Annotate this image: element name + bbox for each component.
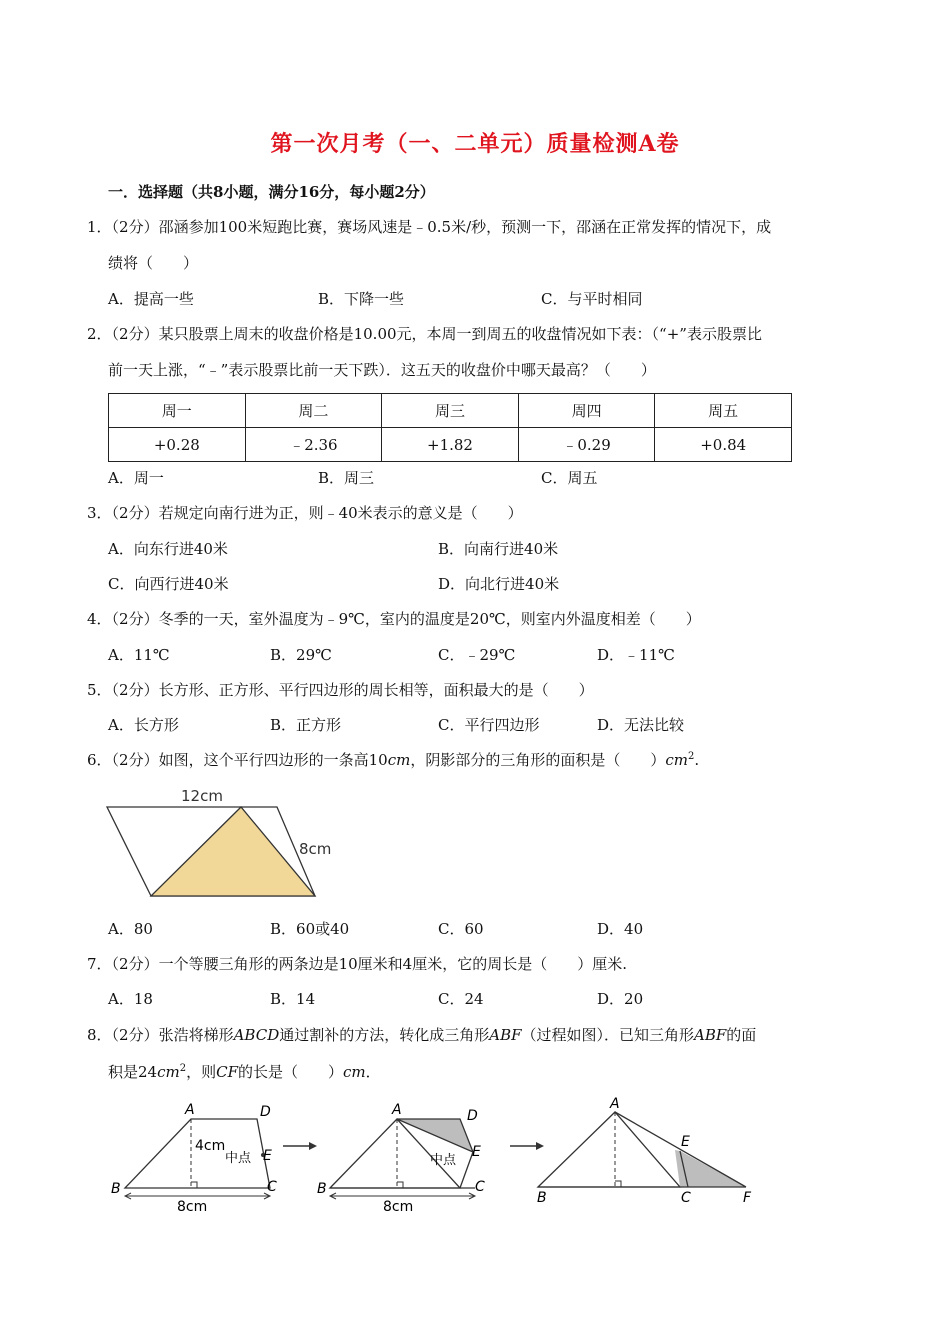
q7-option-c: C．24	[438, 990, 484, 1008]
q4-option-c: C．﹣29℃	[438, 646, 516, 664]
side-length-label: 8cm	[299, 840, 332, 858]
q8-text-h: ．	[365, 1063, 381, 1081]
q1-text-cont: 绩将（ ）	[108, 254, 199, 272]
q8-text-c: （过程如图）．已知三角形	[521, 1026, 695, 1044]
q8-text-e: 积是24	[108, 1063, 158, 1081]
table-row	[109, 428, 792, 462]
q6-option-a: A．80	[108, 920, 153, 938]
label-f-3: F	[743, 1190, 752, 1206]
parallelogram-figure	[105, 784, 345, 904]
q2-text: 2．（2分）某只股票上周末的收盘价格是10.00元，本周一到周五的收盘情况如下表：（“+”表示股票比	[87, 325, 762, 343]
label-b-3: B	[537, 1190, 547, 1206]
table-cell: +0.28	[109, 428, 246, 462]
q8-triangle-name-2: ABF	[694, 1026, 727, 1044]
q3-option-a: A．向东行进40米	[108, 540, 228, 558]
triangle-abf-figure	[537, 1096, 752, 1206]
q2-text-cont: 前一天上涨，“﹣”表示股票比前一天下跌）．这五天的收盘价中哪天最高？（ ）	[108, 361, 656, 379]
page-title: 第一次月考（一、二单元）质量检测A卷	[270, 131, 680, 157]
table-cell: ﹣0.29	[518, 428, 655, 462]
table-header-cell: 周二	[245, 394, 382, 428]
q1-text: 1．（2分）邵涵参加100米短跑比赛，赛场风速是﹣0.5米/秒，预测一下，邵涵在正常发挥的情况下，成	[87, 218, 772, 236]
trapezoid-figure	[111, 1102, 277, 1215]
q5-option-c: C．平行四边形	[438, 716, 540, 734]
q1-option-b: B．下降一些	[318, 290, 405, 308]
label-c: C	[267, 1179, 277, 1195]
q6-sup: 2	[687, 751, 695, 762]
q8-unit: cm	[157, 1063, 180, 1081]
q8-text	[87, 1025, 756, 1045]
label-b: B	[111, 1181, 121, 1197]
q7-option-d: D．20	[597, 990, 644, 1008]
height-label: 4cm	[195, 1138, 226, 1154]
q1-option-a: A．提高一些	[108, 290, 194, 308]
transform-arrow-2	[510, 1142, 544, 1150]
q6-option-c: C．60	[438, 920, 484, 938]
cut-figure	[317, 1102, 485, 1215]
q6-option-b: B．60或40	[270, 920, 350, 938]
q4-option-b: B．29℃	[270, 646, 332, 664]
base-label: 8cm	[177, 1199, 208, 1215]
q8-text-f: ，则	[186, 1063, 217, 1081]
top-length-label: 12cm	[181, 787, 223, 805]
q7-text: 7．（2分）一个等腰三角形的两条边是10厘米和4厘米，它的周长是（ ）厘米.	[87, 955, 627, 973]
q3-option-d: D．向北行进40米	[438, 575, 560, 593]
q6-text-b: ，阴影部分的三角形的面积是（ ）	[410, 751, 666, 769]
base-label-2: 8cm	[383, 1199, 414, 1215]
midpoint-label: 中点	[225, 1151, 252, 1166]
q3-option-c: C．向西行进40米	[108, 575, 229, 593]
transform-arrow-1	[283, 1142, 317, 1150]
table-cell: ﹣2.36	[245, 428, 382, 462]
table-header-cell: 周五	[655, 394, 792, 428]
q6-option-d: D．40	[597, 920, 644, 938]
label-d-2: D	[467, 1108, 478, 1124]
q6-text-a: 6．（2分）如图，这个平行四边形的一条高10	[87, 751, 388, 769]
label-c-3: C	[681, 1190, 691, 1206]
q8-text-b: 通过割补的方法，转化成三角形	[279, 1026, 490, 1044]
q4-option-d: D．﹣11℃	[597, 646, 675, 664]
q4-text: 4．（2分）冬季的一天，室外温度为﹣9℃，室内的温度是20℃，则室内外温度相差（ ）	[87, 610, 701, 628]
table-header-row	[109, 394, 792, 428]
label-a-2: A	[392, 1102, 402, 1118]
q3-text: 3．（2分）若规定向南行进为正，则﹣40米表示的意义是（ ）	[87, 504, 523, 522]
q8-trapezoid-name: ABCD	[233, 1026, 280, 1044]
label-e: E	[263, 1148, 272, 1164]
q6-unit-answer: cm	[665, 751, 688, 769]
q8-segment-cf: CF	[216, 1063, 238, 1081]
q8-text-d: 的面	[726, 1026, 757, 1044]
q1-option-c: C．与平时相同	[541, 290, 643, 308]
q8-text-cont	[108, 1062, 381, 1082]
label-b-2: B	[317, 1181, 327, 1197]
q8-triangle-name: ABF	[489, 1026, 522, 1044]
q6-unit: cm	[387, 751, 411, 769]
q2-option-b: B．周三	[318, 469, 375, 487]
q2-option-c: C．周五	[541, 469, 598, 487]
q2-option-a: A．周一	[108, 469, 164, 487]
q6-text	[87, 750, 699, 770]
section-heading: 一．选择题（共8小题，满分16分，每小题2分）	[108, 183, 435, 201]
q8-text-g: 的长是（ ）	[238, 1063, 344, 1081]
q3-option-b: B．向南行进40米	[438, 540, 559, 558]
q8-text-a: 8．（2分）张浩将梯形	[87, 1026, 234, 1044]
label-a-3: A	[610, 1096, 620, 1112]
q8-unit-answer: cm	[343, 1063, 366, 1081]
q7-option-b: B．14	[270, 990, 316, 1008]
q5-text: 5．（2分）长方形、正方形、平行四边形的周长相等，面积最大的是（ ）	[87, 681, 594, 699]
table-cell: +0.84	[655, 428, 792, 462]
table-header-cell: 周三	[382, 394, 519, 428]
q5-option-d: D．无法比较	[597, 716, 685, 734]
table-header-cell: 周四	[518, 394, 655, 428]
q5-option-a: A．长方形	[108, 716, 179, 734]
q6-text-end: .	[694, 751, 700, 769]
table-header-cell: 周一	[109, 394, 246, 428]
q7-option-a: A．18	[108, 990, 153, 1008]
stock-table	[108, 393, 792, 462]
q4-option-a: A．11℃	[108, 646, 170, 664]
label-e-3: E	[681, 1134, 690, 1150]
label-c-2: C	[475, 1179, 485, 1195]
label-d: D	[260, 1104, 271, 1120]
label-a: A	[185, 1102, 195, 1118]
q5-option-b: B．正方形	[270, 716, 342, 734]
midpoint-label-2: 中点	[430, 1153, 457, 1168]
trapezoid-transform-figure	[105, 1098, 785, 1228]
q8-sup: 2	[179, 1063, 187, 1074]
table-cell: +1.82	[382, 428, 519, 462]
triangle-abc	[538, 1112, 680, 1187]
label-e-2: E	[472, 1144, 481, 1160]
